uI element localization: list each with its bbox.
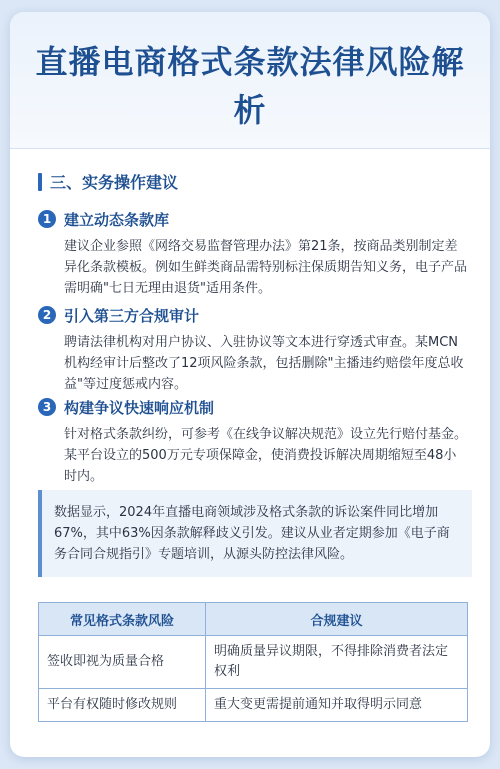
advice-item-1	[38, 208, 468, 299]
advice-body-1: 建议企业参照《网络交易监督管理办法》第21条，按商品类别制定差异化条款模板。例如生鲜类商品需特别标注保质期告知义务，电子产品需明确"七日无理由退货"适用条件。	[64, 239, 468, 296]
advice-item-3	[38, 396, 468, 487]
section-marker	[38, 173, 42, 191]
table-row	[39, 636, 468, 689]
section-heading	[38, 170, 178, 193]
risk-table	[38, 602, 468, 722]
table-cell: 明确质量异议期限，不得排除消费者法定权利	[206, 636, 468, 689]
table-cell: 重大变更需提前通知并取得明示同意	[206, 689, 468, 722]
table-header-advice: 合规建议	[206, 603, 468, 636]
advice-item-2	[38, 304, 468, 395]
table-cell: 平台有权随时修改规则	[39, 689, 206, 722]
number-badge-3: 3	[38, 398, 56, 416]
advice-body-2: 聘请法律机构对用户协议、入驻协议等文本进行穿透式审查。某MCN机构经审计后整改了12项风险条款，包括删除"主播违约赔偿年度总收益"等过度惩戒内容。	[64, 335, 464, 392]
advice-body-3: 针对格式条款纠纷，可参考《在线争议解决规范》设立先行赔付基金。某平台设立的500万元专项保障金，使消费投诉解决周期缩短至48小时内。	[64, 427, 468, 484]
advice-title-3: 构建争议快速响应机制	[64, 398, 215, 417]
number-badge-2: 2	[38, 306, 56, 324]
table-row	[39, 689, 468, 722]
table-header-risk: 常见格式条款风险	[39, 603, 206, 636]
data-callout: 数据显示，2024年直播电商领域涉及格式条款的诉讼案件同比增加67%，其中63%因条款解释歧义引发。建议从业者定期参加《电子商务合同合规指引》专题培训，从源头防控法律风险。	[38, 490, 472, 577]
table-header-row	[39, 603, 468, 636]
advice-title-1: 建立动态条款库	[64, 210, 170, 229]
page-title: 直播电商格式条款法律风险解析	[35, 43, 465, 129]
section-title: 三、实务操作建议	[50, 173, 179, 192]
advice-title-2: 引入第三方合规审计	[64, 306, 200, 325]
number-badge-1: 1	[38, 210, 56, 228]
title-banner	[10, 12, 490, 149]
table-cell: 签收即视为质量合格	[39, 636, 206, 689]
article-card	[10, 12, 490, 757]
